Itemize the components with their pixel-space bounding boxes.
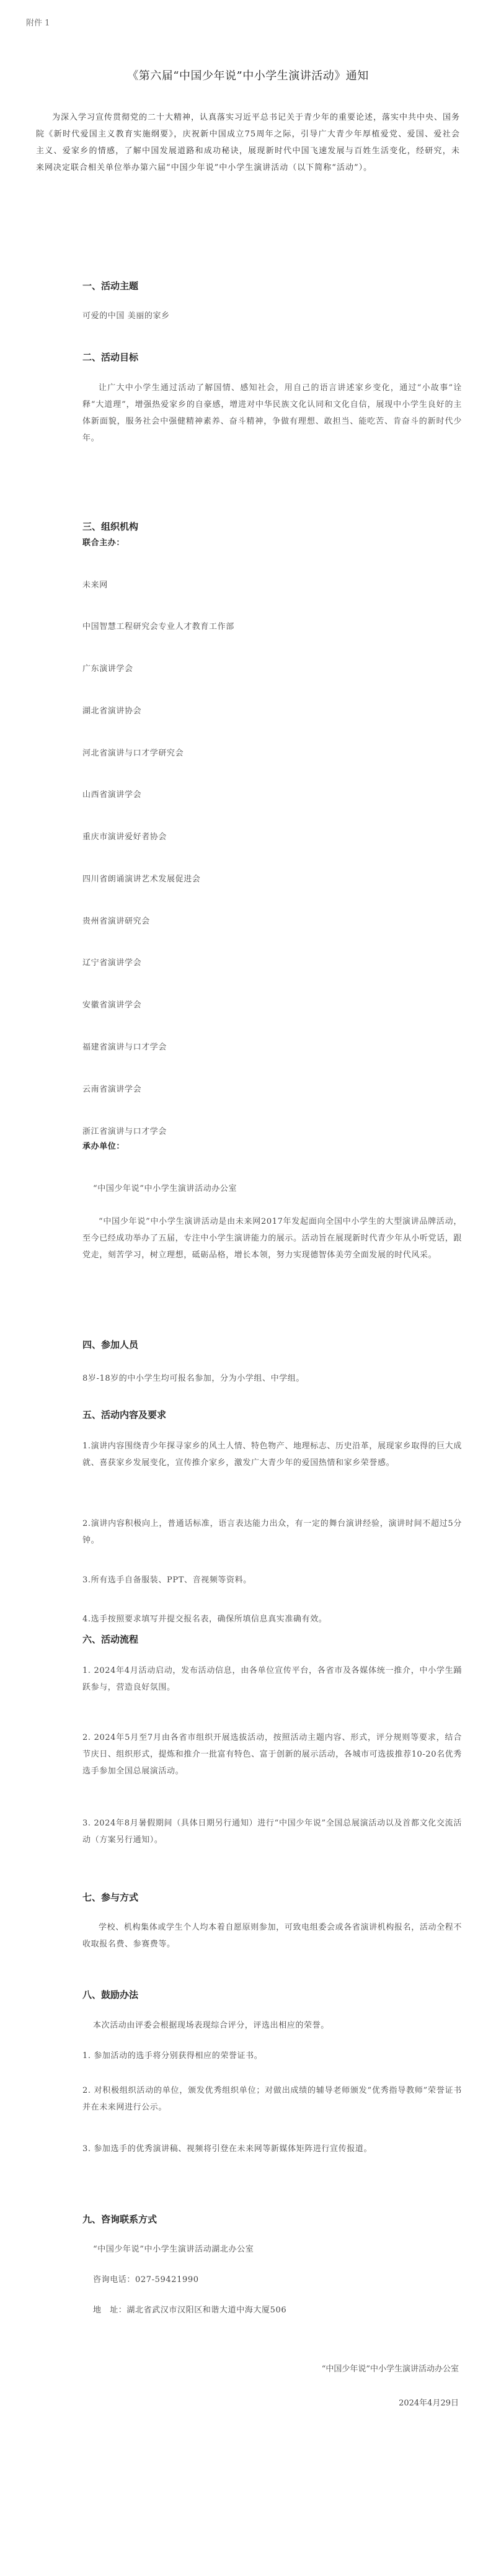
host-item: 湖北省演讲协会 bbox=[82, 706, 142, 716]
section-method-text: 学校、机构集体或学生个人均本着自愿原则参加，可致电组委会或各省演讲机构报名，活动全程不收取报名费、参赛费等。 bbox=[82, 1923, 462, 1949]
section-theme-heading: 一、活动主题 bbox=[82, 280, 139, 292]
host-item: 河北省演讲与口才学研究会 bbox=[82, 749, 184, 758]
section-process-heading: 六、活动流程 bbox=[82, 1634, 139, 1645]
host-item: 广东演讲学会 bbox=[82, 664, 133, 674]
contact-office: “中国少年说”中小学生演讲活动湖北办公室 bbox=[93, 2245, 254, 2254]
content-item: 1.演讲内容围绕青少年探寻家乡的风土人情、特色物产、地理标志、历史沿革，展现家乡取得的巨大成就、喜获家乡发展变化，宣传推介家乡，激发广大青少年的爱国热情和家乡荣誉感。 bbox=[82, 1442, 463, 1468]
process-item: 2. 2024年5月至7月由各省市组织开展选拔活动，按照活动主题内容、形式，评分规则等要求，结合节庆日、组织形式，提炼和推介一批富有特色、富于创新的展示活动，各城市可选拔推荐10-20名优秀选手参加全国总展演活动。 bbox=[82, 1733, 462, 1776]
award-item: 2. 对积极组织活动的单位，颁发优秀组织单位；对做出成绩的辅导老师颁发“优秀指导教师”荣誉证书并在未来网进行公示。 bbox=[82, 2086, 462, 2112]
section-method-heading: 七、参与方式 bbox=[82, 1892, 139, 1903]
section-participants-heading: 四、参加人员 bbox=[82, 1339, 139, 1350]
attachment-label: 附件 1 bbox=[26, 19, 50, 28]
organizer-description: “中国少年说”中小学生演讲活动是由未来网2017年发起面向全国中小学生的大型演讲品牌活动，至今已经成功举办了五届，专注中小学生演讲能力的展示。活动旨在展现新时代青少年从小听党话，跟党走，刻苦学习，树立理想，砥砺品格，增长本领，努力实现德智体美劳全面发展的时代风采。 bbox=[82, 1217, 463, 1260]
awards-intro: 本次活动由评委会根据现场表现综合评分，评选出相应的荣誉。 bbox=[93, 2021, 329, 2030]
contact-phone bbox=[93, 2271, 199, 2288]
section-goal-text: 让广大中小学生通过活动了解国情、感知社会，用自己的语言讲述家乡变化，通过“小故事”诠释“大道理”，增强热爱家乡的自豪感，增进对中华民族文化认同和文化自信，展现中小学生良好的主体新面貌，服务社会中强健精神素养、奋斗精神，争做有理想、敢担当、能吃苦、肯奋斗的新时代少年。 bbox=[82, 383, 462, 443]
host-item: 福建省演讲与口才学会 bbox=[82, 1043, 167, 1052]
content-item: 4.选手按照要求填写并提交报名表，确保所填信息真实准确有效。 bbox=[82, 1615, 327, 1624]
host-item: 重庆市演讲爱好者协会 bbox=[82, 832, 167, 842]
host-item: 安徽省演讲学会 bbox=[82, 1001, 142, 1010]
content-item: 2.演讲内容积极向上，普通话标准，语言表达能力出众，有一定的舞台演讲经验，演讲时间不超过5分钟。 bbox=[82, 1519, 462, 1545]
signature-date: 2024年4月29日 bbox=[399, 2399, 459, 2408]
contact-address bbox=[93, 2302, 286, 2319]
host-item: 山西省演讲学会 bbox=[82, 790, 142, 800]
contact-phone-value: 027-59421990 bbox=[135, 2275, 199, 2284]
process-item: 1. 2024年4月活动启动，发布活动信息，由各单位宣传平台，各省市及各媒体统一推介，中小学生踊跃参与，营造良好氛围。 bbox=[82, 1666, 462, 1692]
section-contact-heading: 九、咨询联系方式 bbox=[82, 2214, 157, 2225]
section-awards-heading: 八、鼓励办法 bbox=[82, 1989, 139, 2000]
contact-address-label: 地 址： bbox=[93, 2306, 127, 2315]
contact-address-value: 湖北省武汉市汉阳区和谐大道中海大厦506 bbox=[126, 2306, 287, 2315]
host-item: 云南省演讲学会 bbox=[82, 1085, 142, 1094]
section-goal-heading: 二、活动目标 bbox=[82, 352, 139, 363]
host-item: 中国智慧工程研究会专业人才教育工作部 bbox=[82, 622, 234, 631]
process-item: 3. 2024年8月暑假期间（具体日期另行通知）进行“中国少年说”全国总展演活动以及首都文化交流活动（方案另行通知）。 bbox=[82, 1819, 462, 1845]
host-item: 辽宁省演讲学会 bbox=[82, 958, 142, 968]
host-item: 浙江省演讲与口才学会 bbox=[82, 1127, 167, 1136]
host-item: 未来网 bbox=[82, 581, 108, 590]
page-title: 《第六届“中国少年说”中小学生演讲活动》通知 bbox=[127, 69, 369, 82]
contact-phone-label: 咨询电话： bbox=[93, 2275, 136, 2284]
section-content-heading: 五、活动内容及要求 bbox=[82, 1409, 167, 1420]
organizer-label: 承办单位： bbox=[82, 1142, 125, 1151]
host-item: 贵州省演讲研究会 bbox=[82, 917, 150, 926]
section-org-heading: 三、组织机构 bbox=[82, 521, 139, 532]
signature-org: “中国少年说”中小学生演讲活动办公室 bbox=[321, 2364, 459, 2374]
content-item: 3.所有选手自备服装、PPT、音视频等资料。 bbox=[82, 1575, 252, 1585]
intro-paragraph: 为深入学习宣传贯彻党的二十大精神，认真落实习近平总书记关于青少年的重要论述，落实中共中央、国务院《新时代爱国主义教育实施纲要》，庆祝新中国成立75周年之际，引导广大青少年厚植爱党、爱国、爱社会主义、爱家乡的情感，了解中国发展道路和成功秘诀，展现新时代中国飞速发展与百姓生活变化，经研究，未来网决定联合相关单位举办第六届“中国少年说”中小学生演讲活动（以下简称“活动”）。 bbox=[36, 113, 461, 172]
host-item: 四川省朗诵演讲艺术发展促进会 bbox=[82, 875, 201, 884]
award-item: 1. 参加活动的选手将分别获得相应的荣誉证书。 bbox=[82, 2051, 263, 2061]
organizer-name: “中国少年说”中小学生演讲活动办公室 bbox=[93, 1184, 237, 1193]
hosts-label: 联合主办： bbox=[82, 538, 125, 548]
award-item: 3. 参加选手的优秀演讲稿、视频将引登在未来网等新媒体矩阵进行宣传报道。 bbox=[82, 2144, 373, 2154]
section-theme-text: 可爱的中国 美丽的家乡 bbox=[82, 311, 170, 321]
section-participants-text: 8岁-18岁的中小学生均可报名参加，分为小学组、中学组。 bbox=[82, 1374, 305, 1383]
